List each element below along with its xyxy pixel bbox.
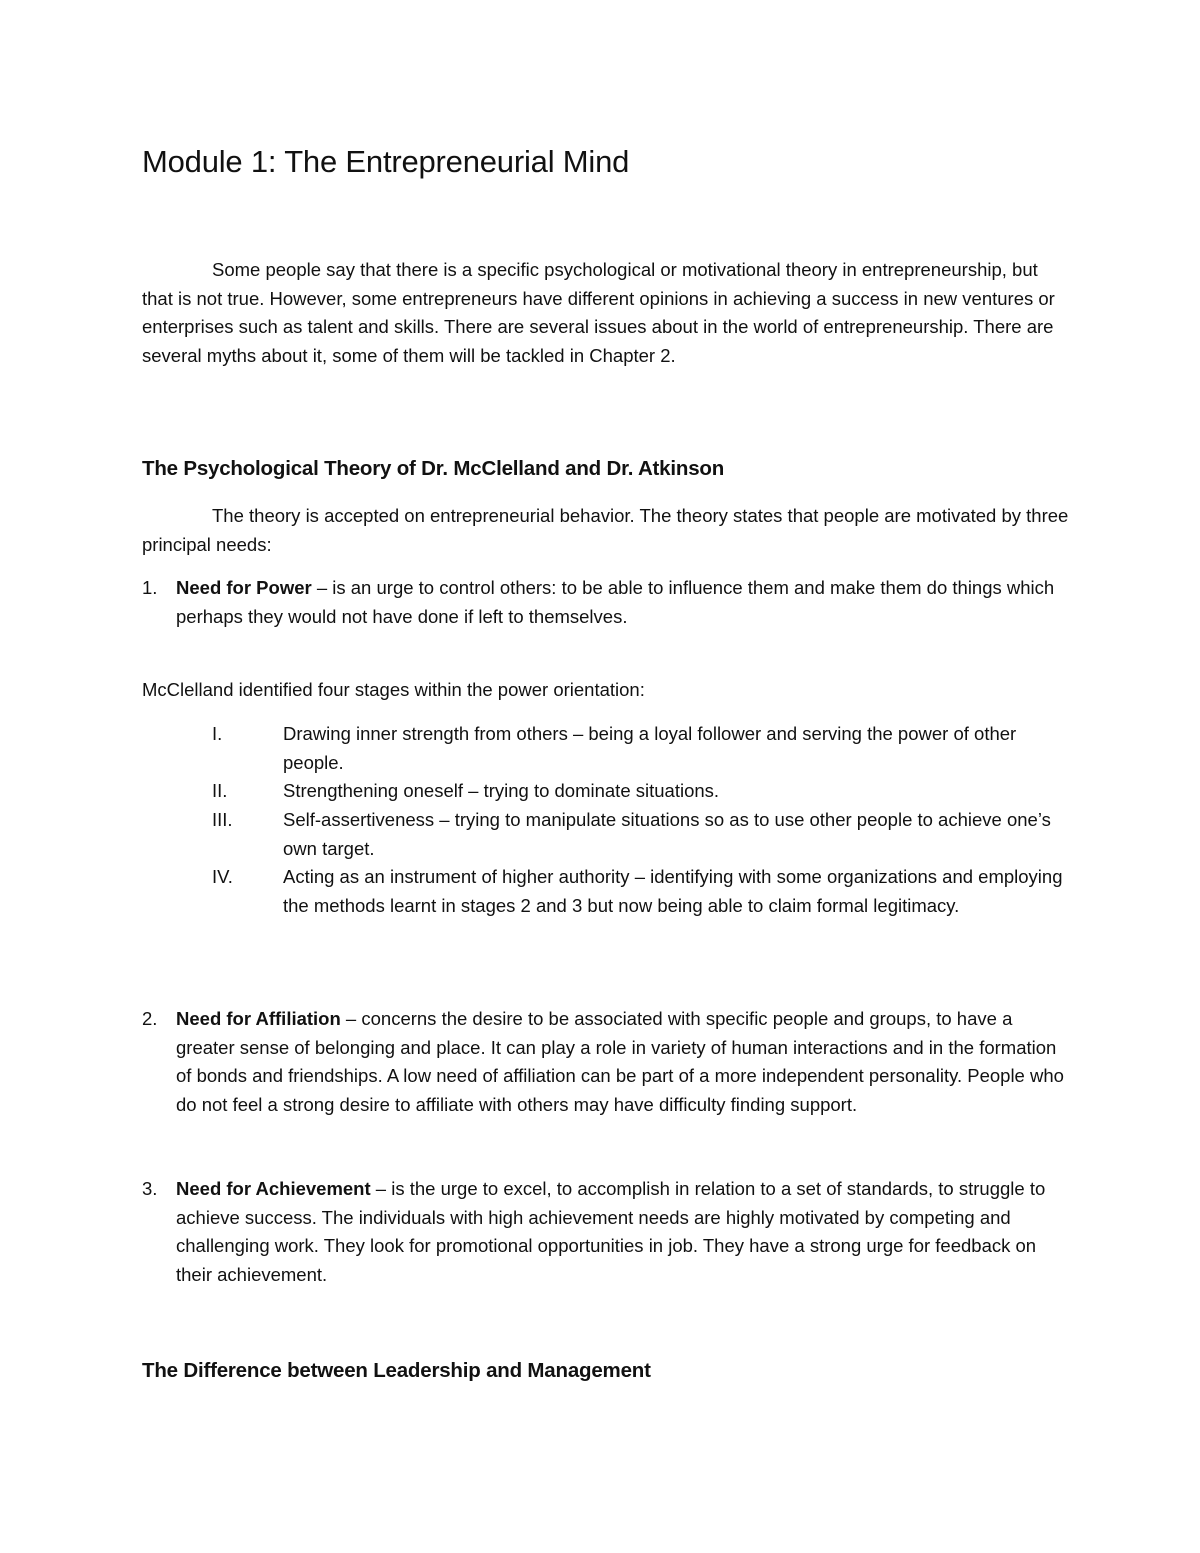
intro-paragraph: Some people say that there is a specific psychological or motivational theory in entrepreneurship, but that is not true. However, some entrepreneurs have different opinions in achieving a success in new ventures or enterprises such as talent and skills. There are several issues about in the world of entrepreneurship. There are several myths about it, some of them will be tackled in Chapter 2. [142,259,1055,366]
stage-numeral: II. [212,780,228,801]
stages-intro-paragraph: McClelland identified four stages within the power orientation: [142,679,645,700]
page-title: Module 1: The Entrepreneurial Mind [142,144,630,179]
stage-item [212,806,1072,863]
section-heading-leadership-management: The Difference between Leadership and Management [142,1359,651,1382]
need-item-achievement [142,1175,1072,1289]
stage-item [212,720,1072,777]
need-description: – is the urge to excel, to accomplish in relation to a set of standards, to struggle to achieve success. The individuals with high achievement needs are highly motivated by competing and challenging work. They look for promotional opportunities in job. They have a strong urge for feedback on their achievement. [176,1178,1046,1285]
stages-intro-block [142,676,1072,705]
stage-text: Strengthening oneself – trying to dominate situations. [283,780,720,801]
intro-block [142,256,1072,370]
need-description: – is an urge to control others: to be able to influence them and make them do things which perhaps they would not have done if left to themselves. [176,577,1055,627]
theory-intro-paragraph: The theory is accepted on entrepreneurial behavior. The theory states that people are motivated by three principal needs: [142,505,1069,555]
stage-item [212,777,1072,806]
section-heading-psychological-theory: The Psychological Theory of Dr. McClelland and Dr. Atkinson [142,457,725,480]
need-item-affiliation [142,1005,1072,1119]
stage-text: Self-assertiveness – trying to manipulate situations so as to use other people to achieve one’s own target. [283,809,1051,859]
section1-heading-block [142,456,1072,482]
need-item-power [142,574,1072,631]
need-number: 2. [142,1008,158,1029]
section2-heading-block [142,1358,1072,1384]
stage-numeral: I. [212,723,223,744]
need-term: Need for Affiliation [176,1008,341,1029]
need-number: 1. [142,577,158,598]
stage-text: Drawing inner strength from others – being a loyal follower and serving the power of other people. [283,723,1017,773]
stage-text: Acting as an instrument of higher authority – identifying with some organizations and employing the methods learnt in stages 2 and 3 but now being able to claim formal legitimacy. [283,866,1063,916]
need-description: – concerns the desire to be associated with specific people and groups, to have a greater sense of belonging and place. It can play a role in variety of human interactions and in the formation of bonds and friendships. A low need of affiliation can be part of a more independent personality. People who do not feel a strong desire to affiliate with others may have difficulty finding support. [176,1008,1064,1115]
stage-numeral: IV. [212,866,233,887]
section1-intro-block [142,502,1072,559]
stage-numeral: III. [212,809,233,830]
need-term: Need for Power [176,577,312,598]
need-number: 3. [142,1178,158,1199]
stage-item [212,863,1072,920]
need-term: Need for Achievement [176,1178,371,1199]
title-block [142,144,1072,180]
